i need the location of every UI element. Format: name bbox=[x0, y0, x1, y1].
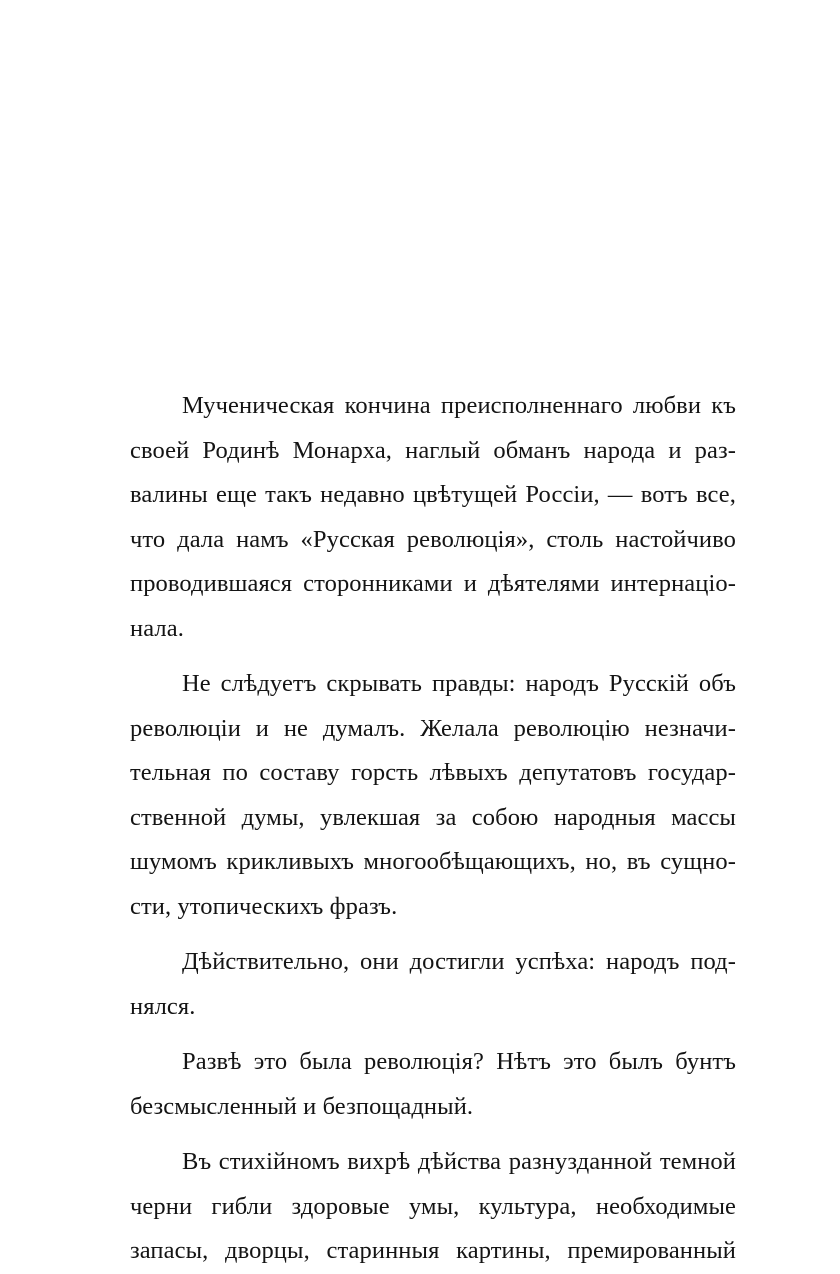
paragraph-5 bbox=[130, 1140, 736, 1274]
text-line: черни гибли здоровые умы, культура, необходимые bbox=[130, 1192, 736, 1220]
text-line: нала. bbox=[130, 614, 184, 642]
paragraph-1 bbox=[130, 384, 736, 651]
text-line: революціи и не думалъ. Желала революцію незначи- bbox=[130, 714, 736, 742]
text-line: что дала намъ «Русская революція», столь настойчиво bbox=[130, 525, 736, 553]
text-line: Въ стихійномъ вихрѣ дѣйства разнузданной темной bbox=[182, 1148, 736, 1175]
text-line: безсмысленный и безпощадный. bbox=[130, 1092, 474, 1120]
text-line: валины еще такъ недавно цвѣтущей Россіи, — вотъ все, bbox=[130, 481, 736, 508]
text-line: Дѣйствительно, они достигли успѣха: народъ под- bbox=[182, 948, 736, 975]
text-line: тельная по составу горсть лѣвыхъ депутатовъ государ- bbox=[130, 759, 736, 786]
paragraph-3 bbox=[130, 940, 736, 1029]
paragraph-4 bbox=[130, 1040, 736, 1129]
body-text bbox=[130, 384, 736, 1274]
text-line: запасы, дворцы, старинныя картины, премированный bbox=[130, 1237, 736, 1264]
text-line: шумомъ крикливыхъ многообѣщающихъ, но, въ сущно- bbox=[130, 848, 736, 875]
paragraph-2 bbox=[130, 662, 736, 929]
text-line: проводившаяся сторонниками и дѣятелями интернаціо- bbox=[130, 570, 736, 597]
text-line: Развѣ это была революція? Нѣтъ это былъ бунтъ bbox=[182, 1048, 736, 1075]
text-line: своей Родинѣ Монарха, наглый обманъ народа и раз- bbox=[130, 436, 736, 464]
text-line: ственной думы, увлекшая за собою народныя массы bbox=[130, 803, 736, 831]
text-line: нялся. bbox=[130, 992, 196, 1020]
text-line: Мученическая кончина преисполненнаго любви къ bbox=[182, 392, 736, 419]
text-line: сти, утопическихъ фразъ. bbox=[130, 892, 398, 920]
text-line: Не слѣдуетъ скрывать правды: народъ Русскій объ bbox=[182, 670, 736, 697]
